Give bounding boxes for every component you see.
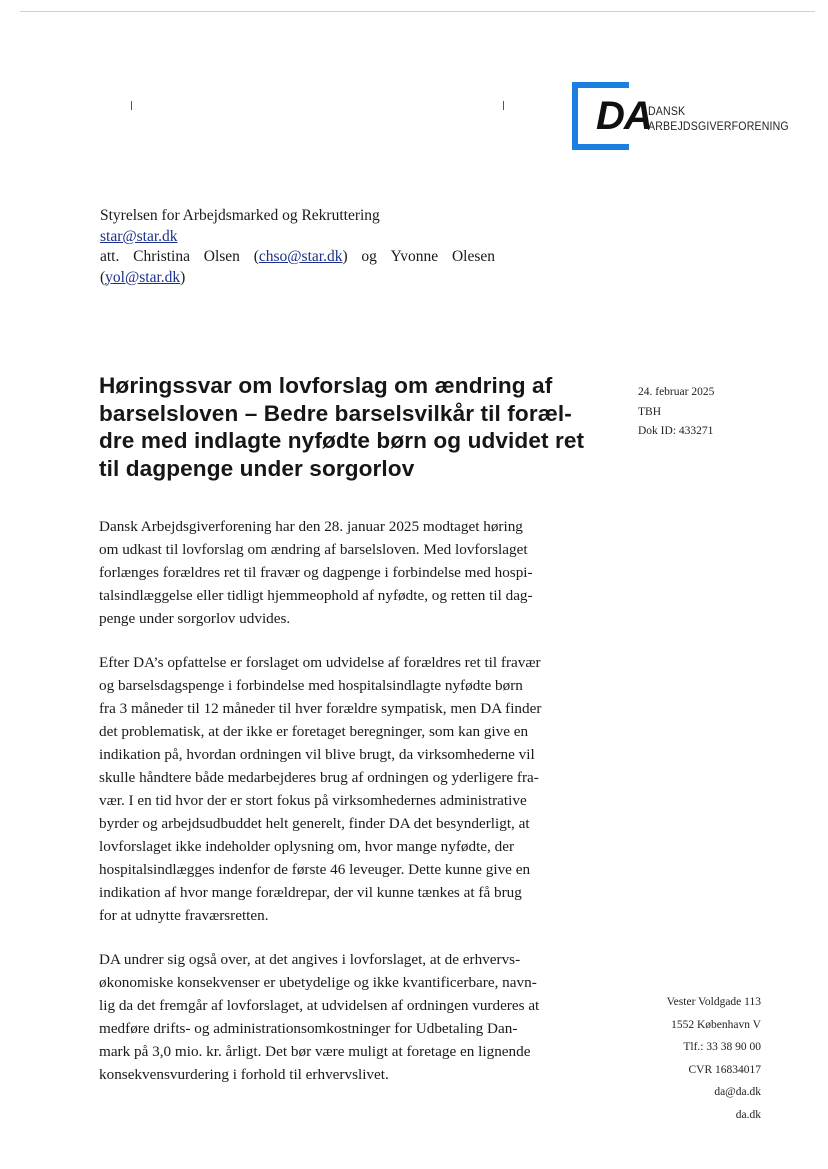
text-line: DA undrer sig også over, at det angives i lovforslaget, at de erhvervs- <box>99 951 521 968</box>
contact2-first: Yvonne <box>390 248 439 265</box>
text-line: forlænges forældres ret til fravær og dagpenge i forbindelse med hospi- <box>99 564 533 581</box>
logo-line-1: DANSK <box>648 104 686 118</box>
text-line: skulle håndtere både medarbejderes brug af ordningen og yderligere fra- <box>99 769 539 786</box>
text-line: mark på 3,0 mio. kr. årligt. Det bør være muligt at foretage en lignende <box>99 1043 531 1060</box>
contact-city: 1552 København V <box>671 1018 761 1031</box>
text-line: lovforslaget ikke indeholder oplysning om, hvor mange nyfødte, der <box>99 838 515 855</box>
contact-phone: Tlf.: 33 38 90 00 <box>683 1041 761 1053</box>
recipient-email-link[interactable]: star@star.dk <box>100 227 178 245</box>
contact1-email-wrap: (chso@star.dk) <box>253 248 348 265</box>
text-line: Efter DA’s opfattelse er forslaget om udvidelse af forældres ret til fravær <box>99 654 541 671</box>
text-line: fra 3 måneder til 12 måneder til hver forældre sympatisk, men DA finder <box>99 700 542 717</box>
body-text <box>99 515 577 1107</box>
recipient-address <box>100 206 495 288</box>
contact2-email-wrap: (yol@star.dk) <box>100 268 186 286</box>
att-prefix: att. <box>100 248 120 265</box>
recipient-org: Styrelsen for Arbejdsmarked og Rekruttering <box>100 207 380 224</box>
text-line: lig da det fremgår af lovforslaget, at udvidelsen af ordningen vurderes at <box>99 997 540 1014</box>
author-initials: TBH <box>638 405 661 418</box>
text-line: indikation af hvor mange forældrepar, der vil kunne tænkes at få brug <box>99 884 522 901</box>
sender-contact <box>667 991 761 1126</box>
logo-wordmark <box>648 104 808 134</box>
contact2-last: Olesen <box>451 248 495 265</box>
title-line: til dagpenge under sorgorlov <box>99 455 415 481</box>
text-line: indikation på, hvordan ordningen vil blive brugt, da virksomhederne vil <box>99 746 535 763</box>
title-line: dre med indlagte nyfødte børn og udvidet ret <box>99 428 585 453</box>
text-line: Dansk Arbejdsgiverforening har den 28. januar 2025 modtaget høring <box>99 518 523 535</box>
paragraph-3 <box>99 948 577 1086</box>
text-line: penge under sorgorlov udvides. <box>99 610 291 627</box>
document-meta <box>638 383 714 442</box>
top-rule <box>20 11 815 12</box>
contact-email: da@da.dk <box>714 1086 761 1098</box>
paragraph-2 <box>99 651 577 927</box>
title-line: Høringssvar om lovforslag om ændring af <box>99 373 553 398</box>
att-line <box>100 247 495 268</box>
contact2-email-link[interactable]: yol@star.dk <box>105 268 181 286</box>
contact-street: Vester Voldgade 113 <box>666 996 761 1008</box>
text-line: medføre drifts- og administrationsomkostninger for Udbetaling Dan- <box>99 1020 518 1037</box>
contact-web: da.dk <box>735 1108 761 1121</box>
contact1-email-link[interactable]: chso@star.dk <box>258 248 343 265</box>
conjunction: og <box>361 248 377 265</box>
text-line: talsindlæggelse eller tidligt hjemmeophold af nyfødte, og retten til dag- <box>99 587 533 604</box>
text-line: om udkast til lovforslag om ændring af barselsloven. Med lovforslaget <box>99 541 528 558</box>
document-id: Dok ID: 433271 <box>638 425 714 437</box>
contact1-last: Olsen <box>203 248 240 265</box>
logo-line-2: ARBEJDSGIVERFORENING <box>648 119 789 133</box>
title-line: barselsloven – Bedre barselsvilkår til foræl- <box>99 400 572 426</box>
text-line: for at udnytte fraværsretten. <box>99 907 269 924</box>
scan-mark-right <box>503 101 504 110</box>
contact-cvr: CVR 16834017 <box>688 1063 761 1076</box>
text-line: byrder og arbejdsudbuddet helt generelt, finder DA det besynderligt, at <box>99 815 530 832</box>
text-line: og barselsdagspenge i forbindelse med hospitalsindlagte nyfødte børn <box>99 677 523 694</box>
text-line: det problematisk, at der ikke er foretaget beregninger, som kan give en <box>99 723 529 740</box>
paragraph-1 <box>99 515 577 630</box>
document-title <box>99 372 599 482</box>
text-line: vær. I en tid hvor der er stort fokus på virksomhedernes administrative <box>99 792 527 809</box>
logo-mark: DA <box>596 94 652 138</box>
text-line: økonomiske konsekvenser er ubetydelige og ikke kvantificerbare, navn- <box>99 974 537 991</box>
da-logo <box>572 82 792 154</box>
document-date: 24. februar 2025 <box>638 386 715 398</box>
scan-mark-left <box>131 101 132 110</box>
text-line: hospitalsindlægges indenfor de første 46 leveuger. Dette kunne give en <box>99 861 531 878</box>
contact1-first: Christina <box>133 248 190 265</box>
text-line: konsekvensvurdering i forhold til erhvervslivet. <box>99 1066 389 1083</box>
